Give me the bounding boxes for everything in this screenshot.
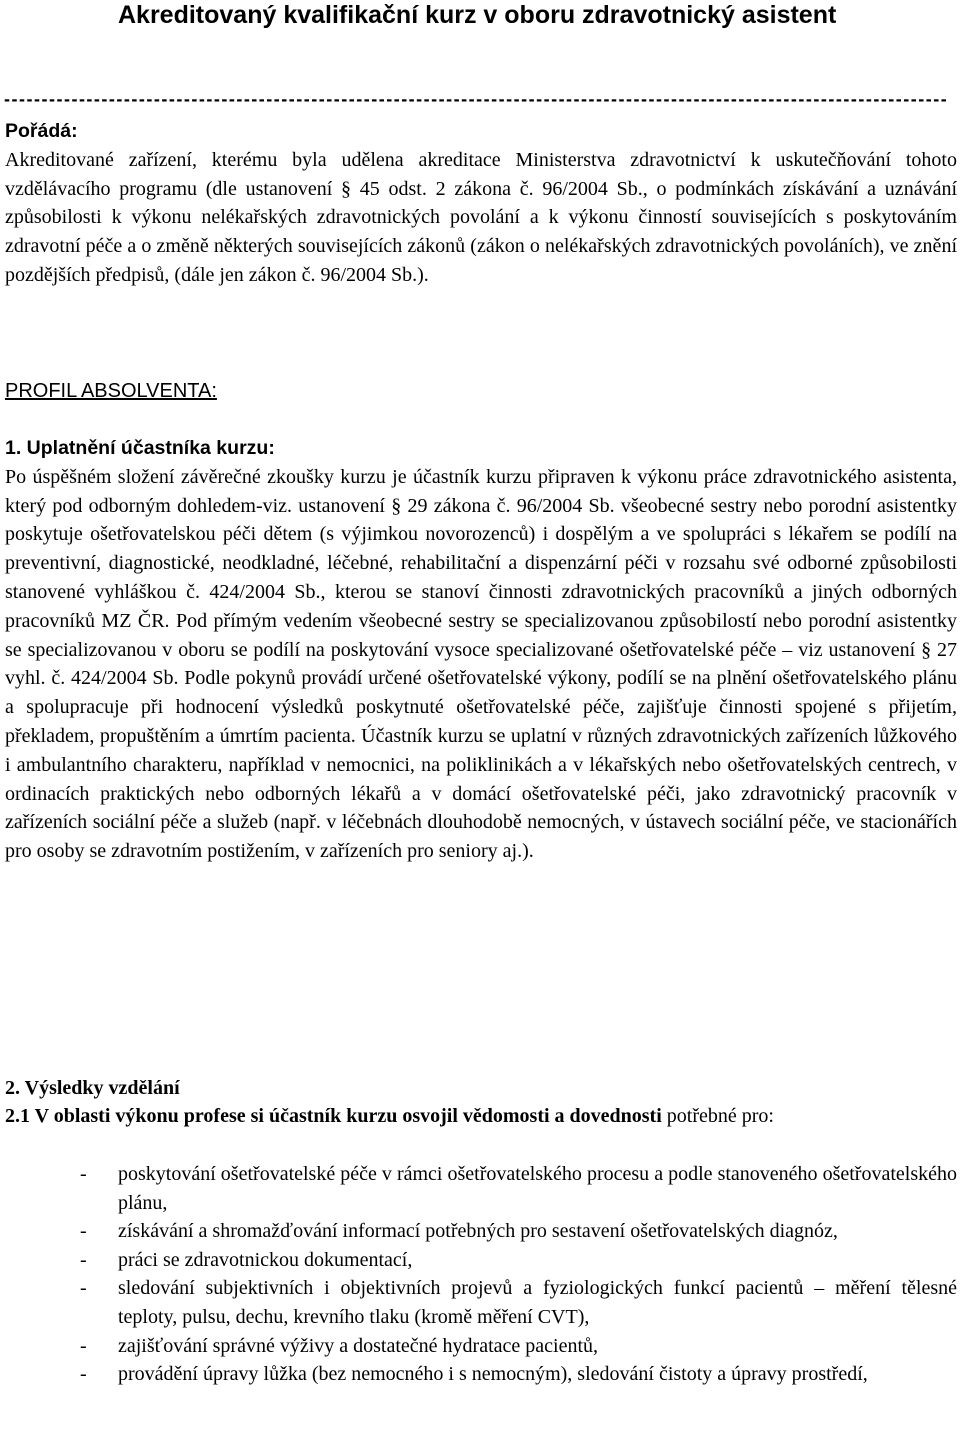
list-item: - sledování subjektivních i objektivních projevů a fyziologických funkcí pacientů – měření tělesné teploty, pulsu, dechu, krevního tlaku (kromě měření CVT), bbox=[80, 1277, 957, 1328]
organizer-paragraph: Akreditované zařízení, kterému byla udělena akreditace Ministerstva zdravotnictví k uskutečňování tohoto vzdělávacího programu (dle ustanovení § 45 odst. 2 zákona č. 96/2004 Sb., o podmínkách získávání a uznávání způsobilosti k výkonu nelékařských zdravotnických povolání a k výkonu činností souvisejících s poskytováním zdravotní péče a o změně některých souvisejících zákonů (zákon o nelékařských zdravotnických povoláních), ve znění pozdějších předpisů, (dále jen zákon č. 96/2004 Sb.). bbox=[5, 148, 957, 286]
list-item: - zajišťování správné výživy a dostatečné hydratace pacientů, bbox=[80, 1334, 599, 1357]
organizer-section bbox=[5, 117, 957, 290]
list-item: - získávání a shromažďování informací potřebných pro sestavení ošetřovatelských diagnóz, bbox=[80, 1220, 838, 1243]
document-title: Akreditovaný kvalifikační kurz v oboru zdravotnický asistent bbox=[118, 1, 837, 29]
section-2-1-heading: 2.1 V oblasti výkonu profese si účastník kurzu osvojil vědomosti a dovednosti bbox=[5, 1105, 662, 1127]
section-2-heading: 2. Výsledky vzdělání bbox=[5, 1077, 180, 1099]
dashed-separator: ------------------------------------------------------------------------------------------------------------------------------ bbox=[4, 89, 949, 109]
skills-list bbox=[0, 1160, 960, 1389]
section-1-heading: 1. Uplatnění účastníka kurzu: bbox=[5, 437, 275, 459]
list-item: - provádění úpravy lůžka (bez nemocného i s nemocným), sledování čistoty a úpravy prostředí, bbox=[80, 1363, 868, 1386]
section-2-1-heading-tail: potřebné pro: bbox=[666, 1105, 774, 1127]
list-item: - poskytování ošetřovatelské péče v rámci ošetřovatelského procesu a podle stanoveného ošetřovatelského plánu, bbox=[80, 1163, 957, 1214]
list-item: - práci se zdravotnickou dokumentací, bbox=[80, 1248, 413, 1271]
section-2-1-paragraph bbox=[5, 1102, 957, 1131]
section-1-paragraph: Po úspěšném složení závěrečné zkoušky kurzu je účastník kurzu připraven k výkonu práce zdravotnického asistenta, který pod odborným dohledem-viz. ustanovení § 29 zákona č. 96/2004 Sb. všeobecné sestry nebo porodní asistentky poskytuje ošetřovatelskou péči dětem (s výjimkou novorozenců) i dospělým a ve spolupráci s lékařem se podílí na preventivní, diagnostické, neodkladné, léčebné, rehabilitační a dispenzární péči v rozsahu své odborné způsobilosti stanovené vyhláškou č. 424/2004 Sb., kterou se stanoví činnosti zdravotnických pracovníků a jiných odborných pracovníků MZ ČR. Pod přímým vedením všeobecné sestry se specializovanou způsobilostí nebo porodní asistentky se specializovanou v oboru se podílí na poskytování vysoce specializované ošetřovatelské péče – viz ustanovení § 27 vyhl. č. 424/2004 Sb. Podle pokynů provádí určené ošetřovatelské výkony, podílí se na plnění ošetřovatelského plánu a spolupracuje při hodnocení výsledků poskytnuté ošetřovatelské péče, zajišťuje činnosti spojené s přijetím, překladem, propuštěním a úmrtím pacienta. Účastník kurzu se uplatní v různých zdravotnických zařízeních lůžkového i ambulantního charakteru, například v nemocnici, na poliklinikách a v lékařských nebo ošetřovatelských centrech, v ordinacích praktických nebo odborných lékařů a v domácí ošetřovatelské péči, jako zdravotnický pracovník v zařízeních sociální péče a služeb (např. v léčebnách dlouhodobě nemocných, v ústavech sociální péče, ve stacionářích pro osoby se zdravotním postižením, v zařízeních pro seniory aj.). bbox=[5, 465, 957, 863]
profile-heading: PROFIL ABSOLVENTA: bbox=[5, 380, 217, 402]
organizer-label: Pořádá: bbox=[5, 120, 78, 142]
section-1 bbox=[5, 434, 957, 866]
